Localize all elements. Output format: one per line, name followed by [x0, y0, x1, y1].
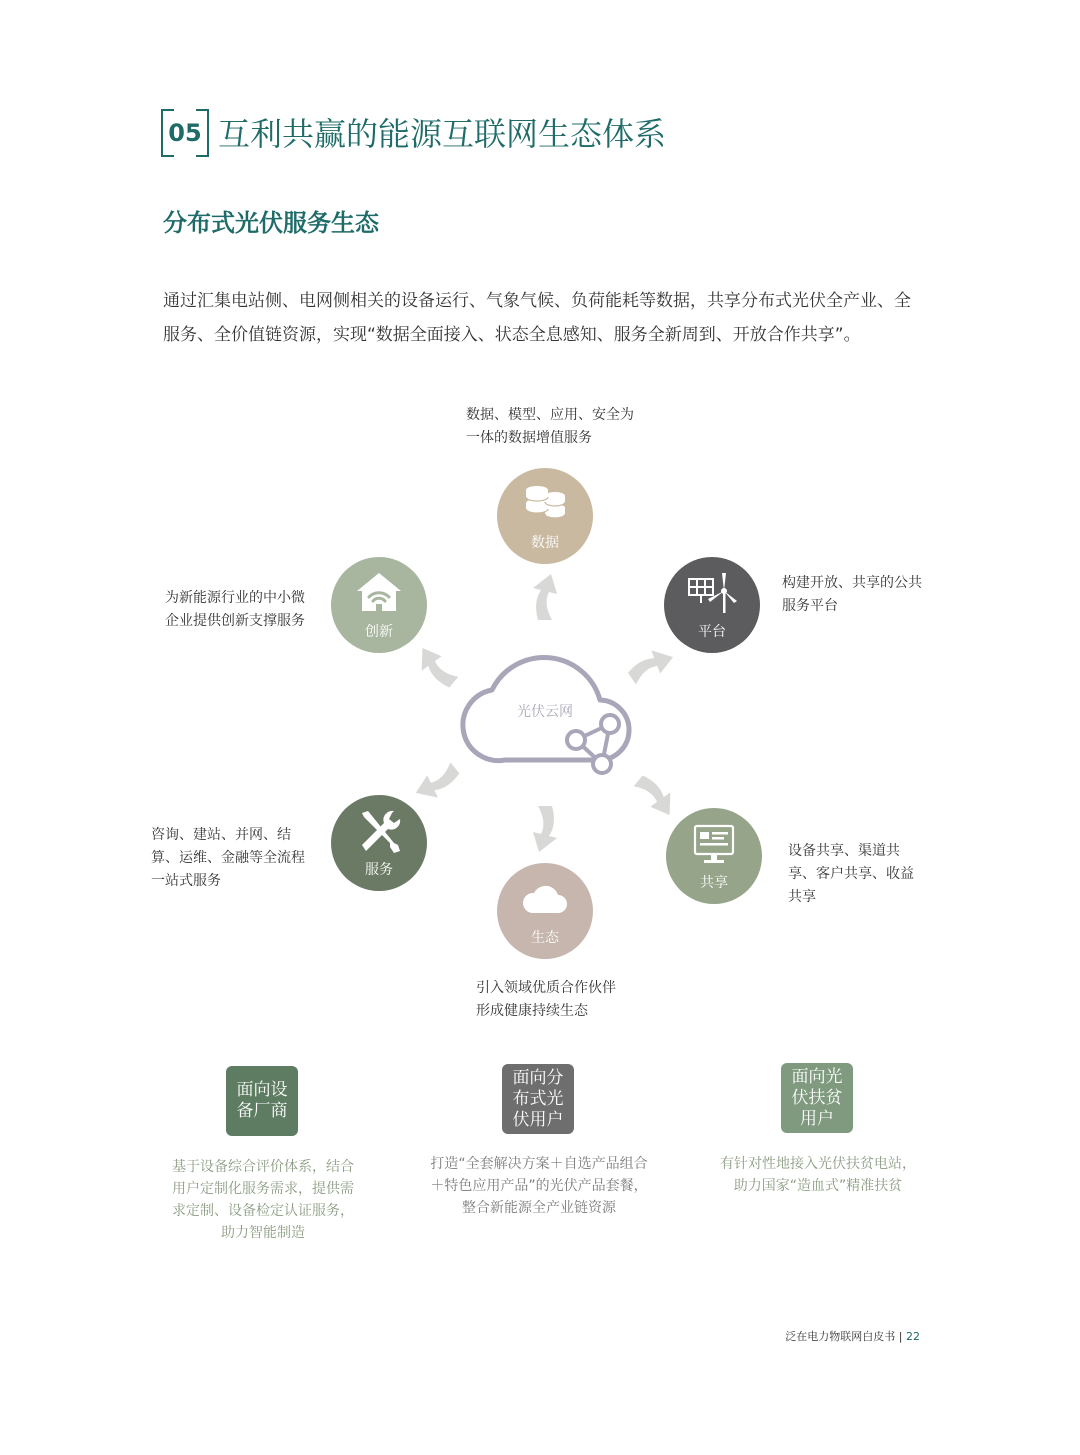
arrow-to-innovation: [411, 643, 462, 691]
page-number: 22: [906, 1330, 920, 1343]
audience-description-distributed-pv-users: 打造“全套解决方案＋自选产品组合＋特色应用产品”的光伏产品套餐，整合新能源全产业链资源: [430, 1156, 648, 1216]
cloud-icon: [520, 877, 570, 923]
subsection-title: 分布式光伏服务生态: [163, 209, 379, 237]
node-data: [497, 468, 593, 564]
node-innovation: [331, 557, 427, 653]
node-label: 服务: [365, 862, 393, 878]
solar-panel-wind-turbine-icon: [687, 571, 737, 617]
node-label: 共享: [700, 875, 728, 891]
node-description-service: 咨询、建站、并网、结算、运维、金融等全流程一站式服务: [151, 827, 305, 889]
database-coins-icon: [520, 482, 570, 528]
node-description-platform: 构建开放、共享的公共服务平台: [782, 575, 922, 614]
node-description-innovation: 为新能源行业的中小微企业提供创新支撑服务: [165, 590, 305, 629]
home-wifi-icon: [354, 571, 404, 617]
node-label: 创新: [365, 624, 393, 640]
node-label: 平台: [698, 624, 726, 640]
section-title: 互利共赢的能源互联网生态体系: [218, 115, 667, 153]
section-number: 05: [168, 119, 202, 147]
arrow-to-share: [630, 772, 681, 820]
node-platform: [664, 557, 760, 653]
footer-separator: |: [898, 1330, 903, 1343]
node-service: [331, 795, 427, 891]
intro-paragraph: 通过汇集电站侧、电网侧相关的设备运行、气象气候、负荷能耗等数据，共享分布式光伏全产业、全服务、全价值链资源，实现“数据全面接入、状态全息感知、服务全新周到、开放合作共享”。: [163, 291, 911, 345]
node-description-ecology: 引入领域优质合作伙伴形成健康持续生态: [476, 980, 616, 1019]
node-label: 数据: [531, 535, 559, 551]
cloud-center-label: 光伏云网: [517, 704, 573, 720]
page-footer: [760, 1328, 920, 1346]
wrench-screwdriver-icon: [354, 809, 404, 855]
node-share: [666, 808, 762, 904]
arrow-to-service: [412, 759, 463, 807]
audience-description-poverty-alleviation-users: 有针对性地接入光伏扶贫电站，助力国家“造血式”精准扶贫: [720, 1156, 916, 1194]
footer-doc-title: 泛在电力物联网白皮书: [785, 1330, 896, 1343]
arrow-to-ecology: [533, 806, 557, 852]
node-label: 生态: [531, 930, 559, 946]
monitor-icon: [689, 822, 739, 868]
node-ecology: [497, 863, 593, 959]
node-description-share: 设备共享、渠道共享、客户共享、收益共享: [788, 843, 914, 905]
arrow-to-platform: [625, 642, 676, 688]
node-description-data: 数据、模型、应用、安全为一体的数据增值服务: [466, 407, 634, 446]
arrow-to-data: [533, 574, 557, 620]
audience-badge-distributed-pv-users: 面向分布式光伏用户: [502, 1064, 574, 1134]
audience-badge-equipment-makers: 面向设备厂商: [226, 1066, 298, 1136]
audience-description-equipment-makers: 基于设备综合评价体系，结合用户定制化服务需求，提供需求定制、设备检定认证服务，助力智能制造: [172, 1159, 354, 1241]
audience-badge-poverty-alleviation-users: 面向光伏扶贫用户: [781, 1063, 853, 1133]
